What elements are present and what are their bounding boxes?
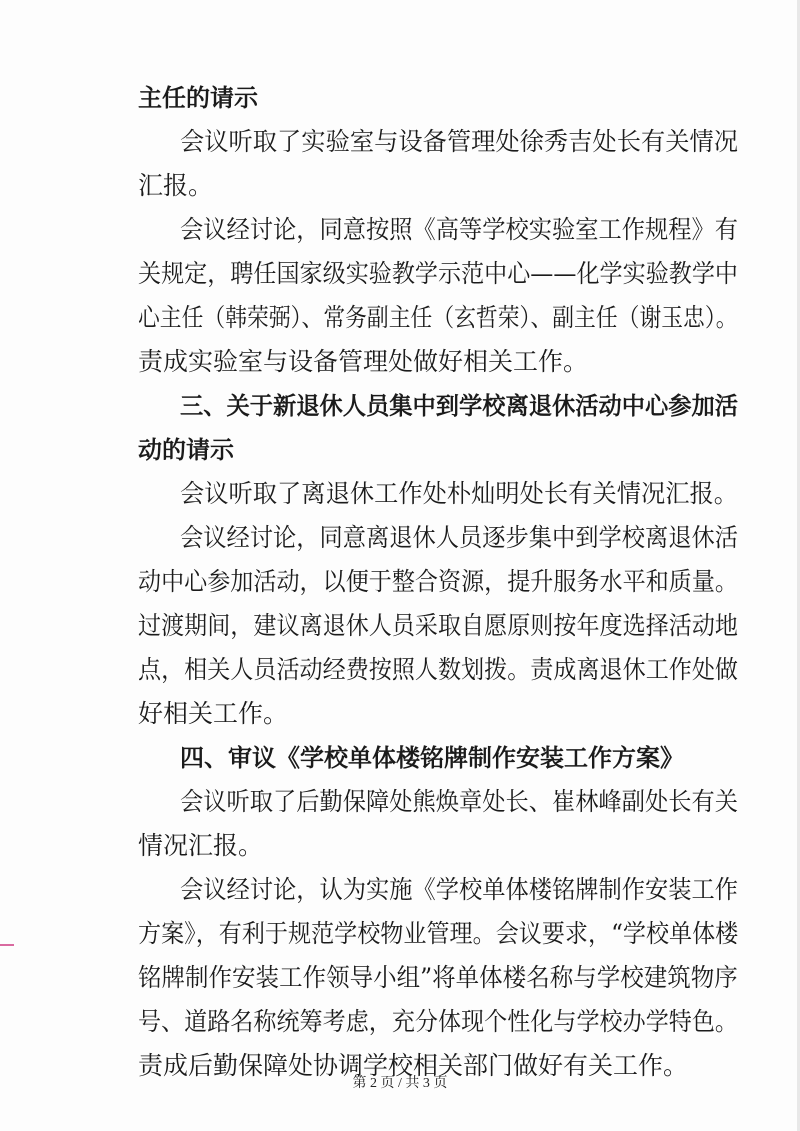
paragraph-line: 过渡期间，建议离退休人员采取自愿原则按年度选择活动地 [138, 611, 739, 640]
paragraph-line: 会议听取了实验室与设备管理处徐秀吉处长有关情况 [180, 127, 739, 156]
paragraph-line: 会议经讨论，认为实施《学校单体楼铭牌制作安装工作 [180, 875, 739, 904]
paragraph-line: 会议经讨论，同意按照《高等学校实验室工作规程》有 [180, 215, 739, 244]
paragraph-line: 点，相关人员活动经费按照人数划拨。责成离退休工作处做 [138, 655, 739, 684]
paragraph-line: 汇报。 [138, 171, 214, 200]
paragraph-line: 方案》，有利于规范学校物业管理。会议要求，“学校单体楼 [138, 919, 739, 948]
paragraph-line: 会议经讨论，同意离退休人员逐步集中到学校离退休活 [180, 523, 739, 552]
paragraph-line: 关规定，聘任国家级实验教学示范中心——化学实验教学中 [138, 259, 739, 288]
paragraph-line: 情况汇报。 [138, 831, 264, 860]
section-heading-3-cont: 动的请示 [138, 436, 234, 464]
paragraph-line: 责成后勤保障处协调学校相关部门做好有关工作。 [138, 1051, 689, 1080]
section-heading-3: 三、关于新退休人员集中到学校离退休活动中心参加活 [180, 392, 738, 420]
paragraph-line: 动中心参加活动，以便于整合资源，提升服务水平和质量。 [138, 567, 739, 596]
paragraph-line: 责成实验室与设备管理处做好相关工作。 [138, 347, 589, 376]
paragraph-line: 会议听取了离退休工作处朴灿明处长有关情况汇报。 [180, 479, 739, 508]
paragraph-line: 号、道路名称统筹考虑，充分体现个性化与学校办学特色。 [138, 1007, 739, 1036]
paragraph-line: 会议听取了后勤保障处熊焕章处长、崔林峰副处长有关 [180, 787, 739, 816]
paragraph-line: 心主任（韩荣弼）、常务副主任（玄哲荣）、副主任（谢玉忠）。 [138, 303, 738, 332]
paragraph-line: 铭牌制作安装工作领导小组”将单体楼名称与学校建筑物序 [138, 963, 738, 992]
margin-mark [0, 944, 14, 946]
page-number-footer: 第 2 页 / 共 3 页 [352, 1076, 448, 1091]
heading-line: 主任的请示 [138, 84, 258, 112]
paragraph-line: 好相关工作。 [138, 699, 289, 728]
section-heading-4: 四、审议《学校单体楼铭牌制作安装工作方案》 [180, 744, 684, 772]
